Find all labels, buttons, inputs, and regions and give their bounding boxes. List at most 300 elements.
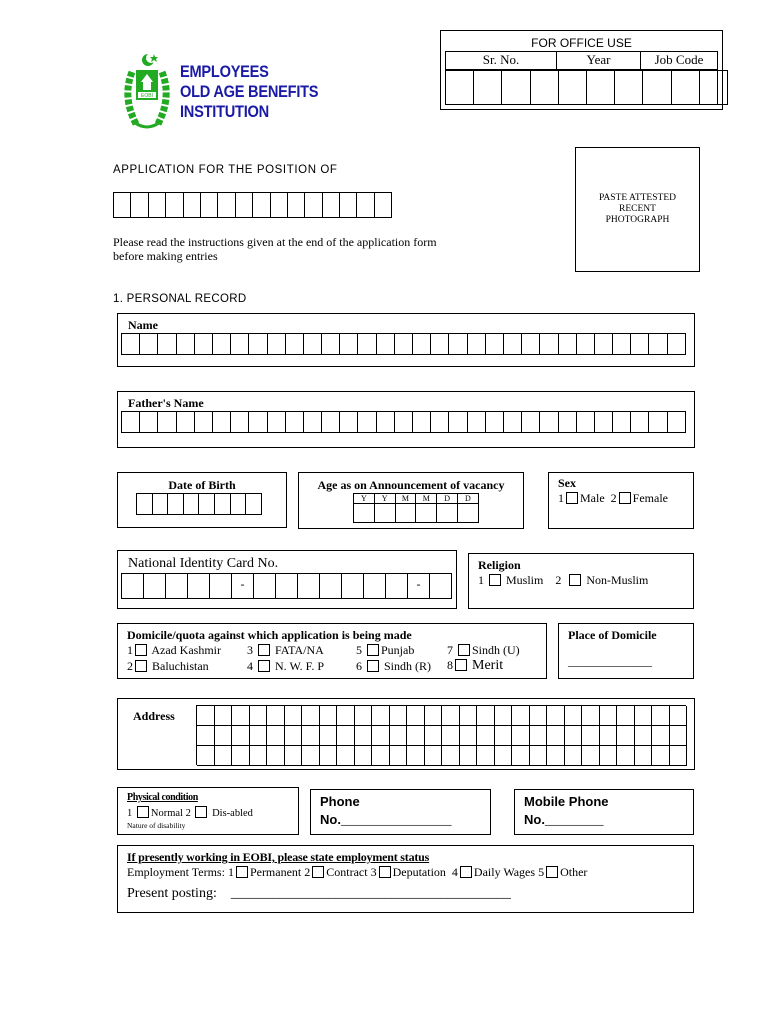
address-cell[interactable] bbox=[285, 726, 303, 746]
office-use-cells[interactable] bbox=[446, 70, 728, 105]
dom-baluchistan-checkbox[interactable] bbox=[135, 660, 147, 672]
address-cell[interactable] bbox=[670, 746, 688, 766]
emp-permanent-checkbox[interactable] bbox=[236, 866, 248, 878]
name-label: Name bbox=[128, 318, 158, 332]
address-cell[interactable] bbox=[302, 706, 320, 726]
name-cell[interactable] bbox=[504, 333, 522, 355]
address-cell[interactable] bbox=[390, 746, 408, 766]
position-cell[interactable] bbox=[375, 192, 392, 218]
address-cell[interactable] bbox=[355, 706, 373, 726]
position-cell[interactable] bbox=[253, 192, 270, 218]
position-cell[interactable] bbox=[218, 192, 235, 218]
father-name-input[interactable] bbox=[121, 411, 686, 433]
name-input[interactable] bbox=[121, 333, 686, 355]
emp-opt3-num: 3 bbox=[370, 865, 377, 879]
name-cell[interactable] bbox=[577, 333, 595, 355]
name-cell[interactable] bbox=[395, 333, 413, 355]
address-cell[interactable] bbox=[617, 726, 635, 746]
address-cell[interactable] bbox=[232, 746, 250, 766]
father-name-cell[interactable] bbox=[668, 411, 686, 433]
address-cell[interactable] bbox=[407, 726, 425, 746]
position-input[interactable] bbox=[113, 192, 392, 218]
dom-opt7-num: 7 bbox=[447, 643, 453, 657]
age-cell[interactable] bbox=[437, 493, 458, 523]
nic-cell[interactable] bbox=[342, 573, 364, 599]
nic-cell[interactable] bbox=[166, 573, 188, 599]
address-cell[interactable] bbox=[442, 746, 460, 766]
address-cell[interactable] bbox=[372, 726, 390, 746]
address-cell[interactable] bbox=[197, 726, 215, 746]
father-name-label: Father's Name bbox=[128, 396, 204, 410]
position-cell[interactable] bbox=[271, 192, 288, 218]
name-cell[interactable] bbox=[231, 333, 249, 355]
name-cell[interactable] bbox=[649, 333, 667, 355]
nic-separator: - bbox=[416, 577, 421, 591]
dom-punjab-checkbox[interactable] bbox=[367, 644, 379, 656]
position-cell[interactable] bbox=[236, 192, 253, 218]
photo-line-2: RECENT bbox=[619, 204, 656, 214]
emp-opt1-label: Permanent bbox=[249, 865, 302, 879]
office-use-cell[interactable] bbox=[587, 70, 615, 105]
address-cell[interactable] bbox=[372, 746, 390, 766]
name-cell[interactable] bbox=[522, 333, 540, 355]
age-unit-label: Y bbox=[375, 494, 395, 504]
address-cell[interactable] bbox=[337, 726, 355, 746]
address-cell[interactable] bbox=[547, 706, 565, 726]
address-cell[interactable] bbox=[232, 706, 250, 726]
name-cell[interactable] bbox=[668, 333, 686, 355]
name-cell[interactable] bbox=[140, 333, 158, 355]
sex-female-checkbox[interactable] bbox=[619, 492, 631, 504]
address-cell[interactable] bbox=[267, 746, 285, 766]
religion-opt2-label: Non-Muslim bbox=[586, 573, 649, 587]
photo-box bbox=[575, 147, 700, 272]
father-name-cell[interactable] bbox=[358, 411, 376, 433]
emp-contract-checkbox[interactable] bbox=[312, 866, 324, 878]
address-cell[interactable] bbox=[617, 746, 635, 766]
dob-cell[interactable] bbox=[137, 493, 153, 515]
father-name-cell[interactable] bbox=[140, 411, 158, 433]
address-cell[interactable] bbox=[617, 706, 635, 726]
father-name-cell[interactable] bbox=[613, 411, 631, 433]
dob-cell[interactable] bbox=[153, 493, 169, 515]
emp-opt5-num: 5 bbox=[538, 865, 545, 879]
father-name-cell[interactable] bbox=[304, 411, 322, 433]
address-cell[interactable] bbox=[460, 706, 478, 726]
address-cell[interactable] bbox=[337, 746, 355, 766]
office-use-cell[interactable] bbox=[502, 70, 530, 105]
address-box bbox=[117, 698, 695, 770]
posting-input[interactable]: ________________________________________ bbox=[230, 886, 511, 901]
name-cell[interactable] bbox=[322, 333, 340, 355]
father-name-cell[interactable] bbox=[631, 411, 649, 433]
nic-cell[interactable] bbox=[364, 573, 386, 599]
employment-label: If presently working in EOBI, please state employment status bbox=[127, 850, 430, 864]
address-cell[interactable] bbox=[530, 706, 548, 726]
address-cell[interactable] bbox=[495, 726, 513, 746]
address-cell[interactable] bbox=[495, 706, 513, 726]
name-cell[interactable] bbox=[540, 333, 558, 355]
address-cell[interactable] bbox=[320, 746, 338, 766]
father-name-cell[interactable] bbox=[522, 411, 540, 433]
dom-opt5-label: Punjab bbox=[381, 643, 415, 657]
address-cell[interactable] bbox=[652, 746, 670, 766]
religion-nonmuslim-checkbox[interactable] bbox=[569, 574, 581, 586]
address-cell[interactable] bbox=[250, 746, 268, 766]
dom-nwfp-checkbox[interactable] bbox=[258, 660, 270, 672]
nic-cell[interactable] bbox=[144, 573, 166, 599]
father-name-cell[interactable] bbox=[122, 411, 140, 433]
dob-input[interactable] bbox=[136, 493, 262, 515]
address-cell[interactable] bbox=[547, 726, 565, 746]
dob-cell[interactable] bbox=[231, 493, 247, 515]
mobile-label: Mobile Phone bbox=[524, 794, 609, 809]
address-cell[interactable] bbox=[600, 726, 618, 746]
nic-cell[interactable] bbox=[188, 573, 210, 599]
address-cell[interactable] bbox=[495, 746, 513, 766]
address-cell[interactable] bbox=[530, 746, 548, 766]
nic-cell[interactable] bbox=[210, 573, 232, 599]
physical-opt1-num: 1 bbox=[127, 808, 133, 819]
address-cell[interactable] bbox=[302, 746, 320, 766]
position-cell[interactable] bbox=[357, 192, 374, 218]
sex-label: Sex bbox=[558, 476, 576, 490]
sex-male-checkbox[interactable] bbox=[566, 492, 578, 504]
dob-cell[interactable] bbox=[246, 493, 262, 515]
age-cell[interactable] bbox=[375, 493, 396, 523]
position-cell[interactable] bbox=[305, 192, 322, 218]
address-cell[interactable] bbox=[215, 706, 233, 726]
address-cell[interactable] bbox=[285, 706, 303, 726]
emp-opt2-num: 2 bbox=[304, 865, 311, 879]
position-cell[interactable] bbox=[149, 192, 166, 218]
father-name-cell[interactable] bbox=[377, 411, 395, 433]
address-cell[interactable] bbox=[425, 746, 443, 766]
address-cell[interactable] bbox=[355, 726, 373, 746]
office-use-title: FOR OFFICE USE bbox=[531, 36, 632, 50]
dob-box bbox=[117, 472, 287, 528]
address-cell[interactable] bbox=[197, 706, 215, 726]
father-name-cell[interactable] bbox=[431, 411, 449, 433]
dom-opt6-label: Sindh (R) bbox=[384, 659, 432, 673]
dom-opt4-num: 4 bbox=[247, 659, 253, 673]
col-sr-no: Sr. No. bbox=[446, 52, 557, 69]
domicile-box bbox=[117, 623, 547, 679]
father-name-cell[interactable] bbox=[231, 411, 249, 433]
name-cell[interactable] bbox=[377, 333, 395, 355]
position-cell[interactable] bbox=[166, 192, 183, 218]
position-cell[interactable] bbox=[201, 192, 218, 218]
address-cell[interactable] bbox=[215, 726, 233, 746]
address-cell[interactable] bbox=[600, 706, 618, 726]
physical-note: Nature of disability bbox=[127, 821, 186, 830]
age-cell[interactable] bbox=[416, 493, 437, 523]
religion-box bbox=[468, 553, 694, 609]
emp-deputation-checkbox[interactable] bbox=[379, 866, 391, 878]
address-cell[interactable] bbox=[512, 746, 530, 766]
dom-opt3-label: FATA/NA bbox=[275, 643, 324, 657]
name-cell[interactable] bbox=[486, 333, 504, 355]
father-name-cell[interactable] bbox=[577, 411, 595, 433]
place-domicile-input[interactable]: ______________ bbox=[568, 654, 652, 668]
nic-cell[interactable] bbox=[320, 573, 342, 599]
religion-opt2-num: 2 bbox=[555, 573, 562, 587]
phone-box bbox=[310, 789, 491, 835]
dom-sindh-r-checkbox[interactable] bbox=[367, 660, 379, 672]
address-cell[interactable] bbox=[442, 706, 460, 726]
address-cell[interactable] bbox=[390, 706, 408, 726]
address-cell[interactable] bbox=[390, 726, 408, 746]
address-cell[interactable] bbox=[477, 746, 495, 766]
name-cell[interactable] bbox=[122, 333, 140, 355]
physical-box bbox=[117, 787, 299, 835]
father-name-box bbox=[117, 391, 695, 448]
posting-label: Present posting: bbox=[127, 886, 217, 901]
father-name-cell[interactable] bbox=[468, 411, 486, 433]
father-name-cell[interactable] bbox=[486, 411, 504, 433]
name-cell[interactable] bbox=[304, 333, 322, 355]
name-cell[interactable] bbox=[468, 333, 486, 355]
name-cell[interactable] bbox=[413, 333, 431, 355]
name-cell[interactable] bbox=[213, 333, 231, 355]
age-cell[interactable] bbox=[396, 493, 417, 523]
address-cell[interactable] bbox=[600, 746, 618, 766]
age-cell[interactable] bbox=[458, 493, 479, 523]
office-use-box bbox=[440, 30, 723, 110]
office-use-cell[interactable] bbox=[474, 70, 502, 105]
address-cell[interactable] bbox=[582, 726, 600, 746]
col-year: Year bbox=[557, 52, 641, 69]
name-cell[interactable] bbox=[249, 333, 267, 355]
office-use-cell[interactable] bbox=[700, 70, 728, 105]
nic-cell[interactable] bbox=[254, 573, 276, 599]
name-cell[interactable] bbox=[158, 333, 176, 355]
address-cell[interactable] bbox=[635, 746, 653, 766]
name-cell[interactable] bbox=[340, 333, 358, 355]
address-cell[interactable] bbox=[442, 726, 460, 746]
address-cell[interactable] bbox=[670, 726, 688, 746]
dom-opt6-num: 6 bbox=[356, 659, 362, 673]
address-cell[interactable] bbox=[372, 706, 390, 726]
address-cell[interactable] bbox=[337, 706, 355, 726]
age-cell[interactable] bbox=[354, 493, 375, 523]
section-title: 1. PERSONAL RECORD bbox=[113, 293, 247, 305]
dom-opt2-num: 2 bbox=[127, 659, 133, 673]
emp-other-checkbox[interactable] bbox=[546, 866, 558, 878]
name-cell[interactable] bbox=[595, 333, 613, 355]
instructions bbox=[113, 235, 437, 263]
position-cell[interactable] bbox=[184, 192, 201, 218]
father-name-cell[interactable] bbox=[268, 411, 286, 433]
father-name-cell[interactable] bbox=[177, 411, 195, 433]
address-cell[interactable] bbox=[232, 726, 250, 746]
dom-opt4-label: N. W. F. P bbox=[275, 659, 325, 673]
address-cell[interactable] bbox=[670, 706, 688, 726]
nic-box bbox=[117, 550, 457, 609]
religion-opt1-num: 1 bbox=[478, 573, 484, 587]
address-cell[interactable] bbox=[355, 746, 373, 766]
address-cell[interactable] bbox=[635, 726, 653, 746]
mobile-box bbox=[514, 789, 694, 835]
position-cell[interactable] bbox=[131, 192, 148, 218]
sex-opt2-label: Female bbox=[632, 491, 668, 505]
name-cell[interactable] bbox=[449, 333, 467, 355]
age-input[interactable] bbox=[353, 493, 479, 523]
age-unit-label: M bbox=[396, 494, 416, 504]
nic-cell[interactable] bbox=[386, 573, 408, 599]
father-name-cell[interactable] bbox=[449, 411, 467, 433]
address-cell[interactable] bbox=[320, 726, 338, 746]
logo-text: EOBI bbox=[141, 93, 153, 99]
father-name-cell[interactable] bbox=[395, 411, 413, 433]
dob-cell[interactable] bbox=[199, 493, 215, 515]
office-use-cell[interactable] bbox=[643, 70, 671, 105]
father-name-cell[interactable] bbox=[649, 411, 667, 433]
address-cell[interactable] bbox=[565, 746, 583, 766]
sex-opt1-num: 1 bbox=[558, 491, 564, 505]
nic-separator: - bbox=[240, 577, 245, 591]
father-name-cell[interactable] bbox=[249, 411, 267, 433]
address-cell[interactable] bbox=[582, 706, 600, 726]
dom-opt2-label: Baluchistan bbox=[152, 659, 209, 673]
phone-label: Phone bbox=[320, 794, 360, 809]
address-cell[interactable] bbox=[267, 706, 285, 726]
father-name-cell[interactable] bbox=[158, 411, 176, 433]
office-use-cell[interactable] bbox=[559, 70, 587, 105]
name-cell[interactable] bbox=[431, 333, 449, 355]
age-label: Age as on Announcement of vacancy bbox=[317, 478, 505, 492]
dob-cell[interactable] bbox=[184, 493, 200, 515]
phone-input[interactable]: _________________ bbox=[340, 812, 452, 827]
name-cell[interactable] bbox=[559, 333, 577, 355]
name-cell[interactable] bbox=[268, 333, 286, 355]
address-cell[interactable] bbox=[267, 726, 285, 746]
sex-opt1-label: Male bbox=[580, 491, 605, 505]
position-cell[interactable] bbox=[114, 192, 131, 218]
nic-cell[interactable] bbox=[430, 573, 452, 599]
address-cell[interactable] bbox=[512, 706, 530, 726]
address-cell[interactable] bbox=[320, 706, 338, 726]
dom-merit-checkbox[interactable] bbox=[455, 659, 467, 671]
dob-label: Date of Birth bbox=[168, 478, 236, 492]
physical-disabled-checkbox[interactable] bbox=[195, 806, 207, 818]
position-cell[interactable] bbox=[340, 192, 357, 218]
sex-box bbox=[548, 472, 694, 529]
address-cell[interactable] bbox=[197, 746, 215, 766]
position-cell[interactable] bbox=[288, 192, 305, 218]
office-use-cell[interactable] bbox=[446, 70, 474, 105]
address-cell[interactable] bbox=[250, 706, 268, 726]
name-cell[interactable] bbox=[358, 333, 376, 355]
position-label: APPLICATION FOR THE POSITION OF bbox=[113, 164, 338, 176]
address-cell[interactable] bbox=[512, 726, 530, 746]
physical-normal-checkbox[interactable] bbox=[137, 806, 149, 818]
address-cell[interactable] bbox=[530, 726, 548, 746]
address-cell[interactable] bbox=[477, 726, 495, 746]
father-name-cell[interactable] bbox=[413, 411, 431, 433]
father-name-cell[interactable] bbox=[213, 411, 231, 433]
address-cell[interactable] bbox=[250, 726, 268, 746]
org-line-3: INSTITUTION bbox=[180, 102, 269, 121]
address-cell[interactable] bbox=[547, 746, 565, 766]
name-cell[interactable] bbox=[177, 333, 195, 355]
nic-input[interactable] bbox=[121, 573, 452, 599]
nic-cell[interactable] bbox=[276, 573, 298, 599]
father-name-cell[interactable] bbox=[340, 411, 358, 433]
father-name-cell[interactable] bbox=[595, 411, 613, 433]
nic-cell[interactable] bbox=[122, 573, 144, 599]
mobile-input[interactable]: _________ bbox=[544, 812, 604, 827]
dom-azad-kashmir-checkbox[interactable] bbox=[135, 644, 147, 656]
address-cell[interactable] bbox=[565, 726, 583, 746]
address-cell[interactable] bbox=[582, 746, 600, 766]
physical-label: Physical condition bbox=[127, 792, 198, 803]
name-box bbox=[117, 313, 695, 367]
address-cell[interactable] bbox=[635, 706, 653, 726]
emp-opt5-label: Other bbox=[560, 865, 588, 879]
nic-cell[interactable] bbox=[298, 573, 320, 599]
address-input[interactable] bbox=[196, 705, 686, 765]
name-cell[interactable] bbox=[286, 333, 304, 355]
father-name-cell[interactable] bbox=[504, 411, 522, 433]
sex-opt2-num: 2 bbox=[610, 491, 617, 505]
org-line-2: OLD AGE BENEFITS bbox=[180, 82, 319, 101]
name-cell[interactable] bbox=[195, 333, 213, 355]
religion-opt1-label: Muslim bbox=[506, 573, 544, 587]
dob-cell[interactable] bbox=[168, 493, 184, 515]
name-cell[interactable] bbox=[613, 333, 631, 355]
address-cell[interactable] bbox=[425, 706, 443, 726]
name-cell[interactable] bbox=[631, 333, 649, 355]
address-cell[interactable] bbox=[407, 746, 425, 766]
religion-muslim-checkbox[interactable] bbox=[489, 574, 501, 586]
dom-opt1-label: Azad Kashmir bbox=[151, 643, 221, 657]
position-cell[interactable] bbox=[323, 192, 340, 218]
father-name-cell[interactable] bbox=[286, 411, 304, 433]
father-name-cell[interactable] bbox=[559, 411, 577, 433]
address-cell[interactable] bbox=[285, 746, 303, 766]
eobi-logo bbox=[118, 52, 176, 132]
address-cell[interactable] bbox=[215, 746, 233, 766]
address-cell[interactable] bbox=[302, 726, 320, 746]
office-use-cell[interactable] bbox=[531, 70, 559, 105]
nic-cell[interactable] bbox=[232, 573, 254, 599]
emp-daily-wages-checkbox[interactable] bbox=[460, 866, 472, 878]
nic-cell[interactable] bbox=[408, 573, 430, 599]
address-cell[interactable] bbox=[565, 706, 583, 726]
father-name-cell[interactable] bbox=[322, 411, 340, 433]
place-domicile-label: Place of Domicile bbox=[568, 628, 657, 642]
address-cell[interactable] bbox=[425, 726, 443, 746]
photo-line-1: PASTE ATTESTED bbox=[599, 193, 676, 203]
instructions-line-1: Please read the instructions given at the end of the application form bbox=[113, 235, 437, 249]
dom-fata-checkbox[interactable] bbox=[258, 644, 270, 656]
address-cell[interactable] bbox=[652, 726, 670, 746]
address-cell[interactable] bbox=[460, 746, 478, 766]
employment-box bbox=[117, 845, 694, 913]
father-name-cell[interactable] bbox=[195, 411, 213, 433]
dom-sindh-u-checkbox[interactable] bbox=[458, 644, 470, 656]
father-name-cell[interactable] bbox=[540, 411, 558, 433]
address-cell[interactable] bbox=[477, 706, 495, 726]
dob-cell[interactable] bbox=[215, 493, 231, 515]
office-use-cell[interactable] bbox=[672, 70, 700, 105]
address-cell[interactable] bbox=[460, 726, 478, 746]
physical-opt2-label: Dis-abled bbox=[212, 808, 253, 819]
address-cell[interactable] bbox=[652, 706, 670, 726]
office-use-cell[interactable] bbox=[615, 70, 643, 105]
address-cell[interactable] bbox=[407, 706, 425, 726]
